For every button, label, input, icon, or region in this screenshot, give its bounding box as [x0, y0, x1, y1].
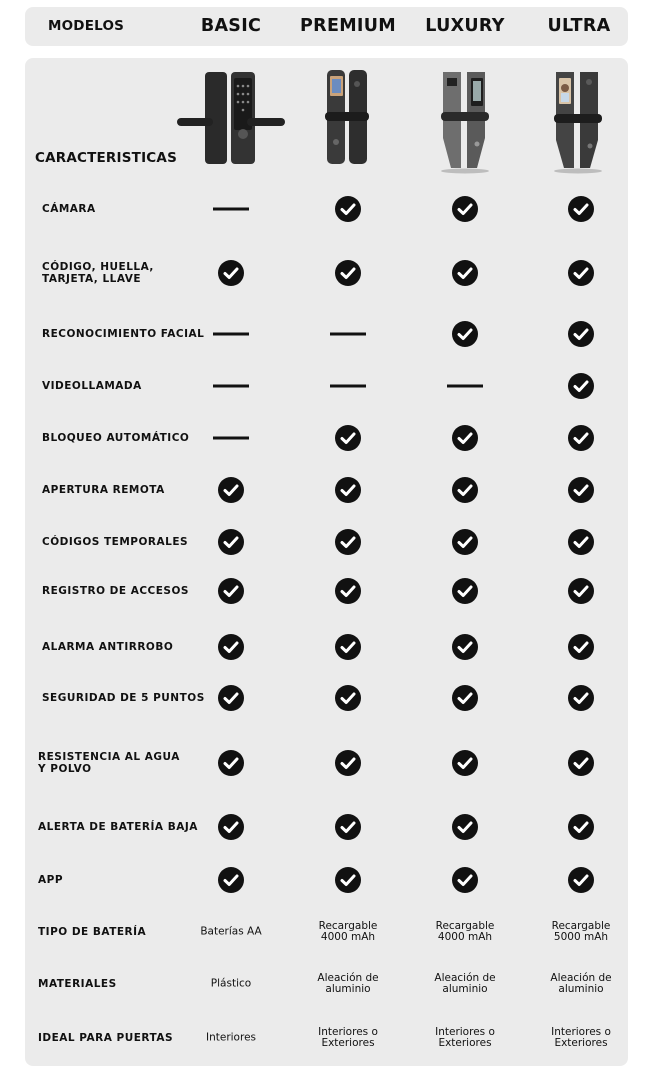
check-circle-icon — [452, 425, 478, 451]
check-cell — [568, 373, 594, 399]
feature-label: VIDEOLLAMADA — [42, 380, 142, 392]
check-circle-icon — [452, 529, 478, 555]
model-luxury: LUXURY — [425, 16, 505, 36]
check-circle-icon — [568, 814, 594, 840]
value-text-content: Plástico — [210, 977, 252, 990]
check-cell — [568, 425, 594, 451]
check-cell — [452, 529, 478, 555]
check-circle-icon — [452, 750, 478, 776]
dash-icon — [447, 385, 483, 388]
ultra-lock-image — [551, 68, 609, 174]
feature-label: SEGURIDAD DE 5 PUNTOS — [42, 692, 205, 704]
check-circle-icon — [335, 750, 361, 776]
check-cell — [335, 750, 361, 776]
check-cell — [568, 321, 594, 347]
check-cell — [218, 867, 244, 893]
check-cell — [452, 260, 478, 286]
check-circle-icon — [452, 578, 478, 604]
feature-label: IDEAL PARA PUERTAS — [38, 1032, 174, 1044]
check-circle-icon — [335, 529, 361, 555]
check-cell — [218, 260, 244, 286]
check-cell — [335, 685, 361, 711]
check-cell — [335, 196, 361, 222]
feature-label: TIPO DE BATERÍA — [38, 926, 147, 938]
check-cell — [452, 321, 478, 347]
model-premium: PREMIUM — [300, 16, 396, 36]
value-text-content: Interiores — [205, 1031, 257, 1044]
check-cell — [218, 578, 244, 604]
check-circle-icon — [568, 425, 594, 451]
check-cell — [335, 578, 361, 604]
check-circle-icon — [218, 578, 244, 604]
check-cell — [452, 867, 478, 893]
dash-icon — [213, 437, 249, 440]
check-cell — [218, 529, 244, 555]
check-circle-icon — [568, 196, 594, 222]
check-circle-icon — [452, 634, 478, 660]
check-cell — [568, 685, 594, 711]
value-text — [551, 1027, 611, 1049]
check-cell — [452, 196, 478, 222]
value-text — [319, 921, 378, 943]
check-circle-icon — [452, 867, 478, 893]
dash-cell — [330, 385, 366, 388]
feature-label: ALARMA ANTIRROBO — [42, 641, 174, 653]
feature-label: BLOQUEO AUTOMÁTICO — [42, 432, 190, 444]
value-text — [434, 973, 495, 995]
dash-cell — [213, 385, 249, 388]
features-title: CARACTERISTICAS — [35, 150, 177, 166]
value-text-content: Interiores o Exteriores — [435, 1026, 495, 1049]
check-cell — [568, 196, 594, 222]
feature-label: CÁMARA — [42, 203, 96, 215]
check-cell — [568, 750, 594, 776]
check-circle-icon — [568, 578, 594, 604]
check-cell — [218, 685, 244, 711]
model-ultra: ULTRA — [547, 16, 611, 36]
feature-label: CÓDIGO, HUELLA, TARJETA, LLAVE — [42, 261, 154, 285]
feature-label: APP — [38, 874, 64, 886]
value-text-content: Interiores o Exteriores — [551, 1026, 611, 1049]
check-circle-icon — [568, 750, 594, 776]
value-text-content: Aleación de aluminio — [317, 972, 379, 995]
check-cell — [452, 750, 478, 776]
check-circle-icon — [218, 529, 244, 555]
check-circle-icon — [568, 373, 594, 399]
check-cell — [452, 425, 478, 451]
models-label: MODELOS — [48, 18, 125, 34]
feature-label: REGISTRO DE ACCESOS — [42, 585, 189, 597]
check-circle-icon — [218, 477, 244, 503]
value-text-content: Recargable 4000 mAh — [435, 920, 495, 943]
value-text — [435, 1027, 495, 1049]
check-cell — [568, 260, 594, 286]
check-circle-icon — [452, 814, 478, 840]
feature-label: MATERIALES — [38, 978, 117, 990]
check-cell — [335, 867, 361, 893]
check-circle-icon — [218, 685, 244, 711]
check-circle-icon — [335, 196, 361, 222]
check-circle-icon — [335, 814, 361, 840]
value-text-content: Recargable 4000 mAh — [318, 920, 378, 943]
check-circle-icon — [335, 260, 361, 286]
dash-cell — [213, 437, 249, 440]
dash-icon — [213, 333, 249, 336]
check-circle-icon — [568, 321, 594, 347]
value-text-content: Aleación de aluminio — [550, 972, 612, 995]
check-cell — [335, 529, 361, 555]
dash-icon — [213, 208, 249, 211]
check-circle-icon — [452, 685, 478, 711]
value-text — [552, 921, 611, 943]
check-circle-icon — [568, 529, 594, 555]
luxury-lock-image — [437, 68, 497, 174]
dash-cell — [213, 333, 249, 336]
feature-label: ALERTA DE BATERÍA BAJA — [38, 821, 198, 833]
model-basic: BASIC — [200, 16, 262, 36]
dash-cell — [330, 333, 366, 336]
value-text — [200, 927, 261, 938]
value-text-content: Recargable 5000 mAh — [551, 920, 611, 943]
check-circle-icon — [452, 477, 478, 503]
dash-cell — [213, 208, 249, 211]
check-cell — [452, 685, 478, 711]
check-circle-icon — [335, 867, 361, 893]
check-cell — [335, 425, 361, 451]
check-circle-icon — [452, 196, 478, 222]
header-bar — [25, 7, 628, 46]
check-cell — [568, 477, 594, 503]
check-circle-icon — [218, 750, 244, 776]
check-cell — [568, 578, 594, 604]
value-text-content: Baterías AA — [200, 925, 262, 938]
value-text — [206, 1033, 256, 1044]
feature-label: CÓDIGOS TEMPORALES — [42, 536, 189, 548]
check-circle-icon — [218, 867, 244, 893]
value-text-content: Aleación de aluminio — [434, 972, 496, 995]
check-cell — [452, 477, 478, 503]
premium-lock-image — [323, 68, 373, 168]
check-cell — [568, 867, 594, 893]
check-cell — [218, 477, 244, 503]
check-circle-icon — [568, 634, 594, 660]
value-text — [317, 973, 378, 995]
check-circle-icon — [335, 425, 361, 451]
check-cell — [218, 814, 244, 840]
dash-icon — [213, 385, 249, 388]
check-circle-icon — [452, 260, 478, 286]
check-cell — [335, 814, 361, 840]
value-text — [318, 1027, 378, 1049]
check-circle-icon — [452, 321, 478, 347]
check-circle-icon — [218, 634, 244, 660]
check-cell — [335, 634, 361, 660]
check-circle-icon — [568, 685, 594, 711]
check-cell — [568, 814, 594, 840]
check-cell — [452, 578, 478, 604]
check-circle-icon — [335, 634, 361, 660]
comparison-table — [25, 58, 628, 1066]
check-cell — [218, 750, 244, 776]
check-cell — [335, 260, 361, 286]
check-circle-icon — [568, 867, 594, 893]
value-text — [211, 979, 251, 990]
value-text — [436, 921, 495, 943]
check-circle-icon — [335, 477, 361, 503]
dash-icon — [330, 385, 366, 388]
feature-label: APERTURA REMOTA — [42, 484, 165, 496]
check-circle-icon — [568, 477, 594, 503]
check-cell — [452, 814, 478, 840]
feature-label: RESISTENCIA AL AGUA Y POLVO — [38, 751, 180, 775]
check-circle-icon — [218, 814, 244, 840]
check-cell — [568, 529, 594, 555]
check-circle-icon — [335, 685, 361, 711]
value-text-content: Interiores o Exteriores — [318, 1026, 378, 1049]
check-circle-icon — [568, 260, 594, 286]
check-cell — [452, 634, 478, 660]
basic-lock-image — [177, 70, 287, 170]
check-cell — [335, 477, 361, 503]
check-circle-icon — [218, 260, 244, 286]
value-text — [550, 973, 611, 995]
check-cell — [218, 634, 244, 660]
feature-label: RECONOCIMIENTO FACIAL — [42, 328, 205, 340]
dash-cell — [447, 385, 483, 388]
check-cell — [568, 634, 594, 660]
dash-icon — [330, 333, 366, 336]
check-circle-icon — [335, 578, 361, 604]
